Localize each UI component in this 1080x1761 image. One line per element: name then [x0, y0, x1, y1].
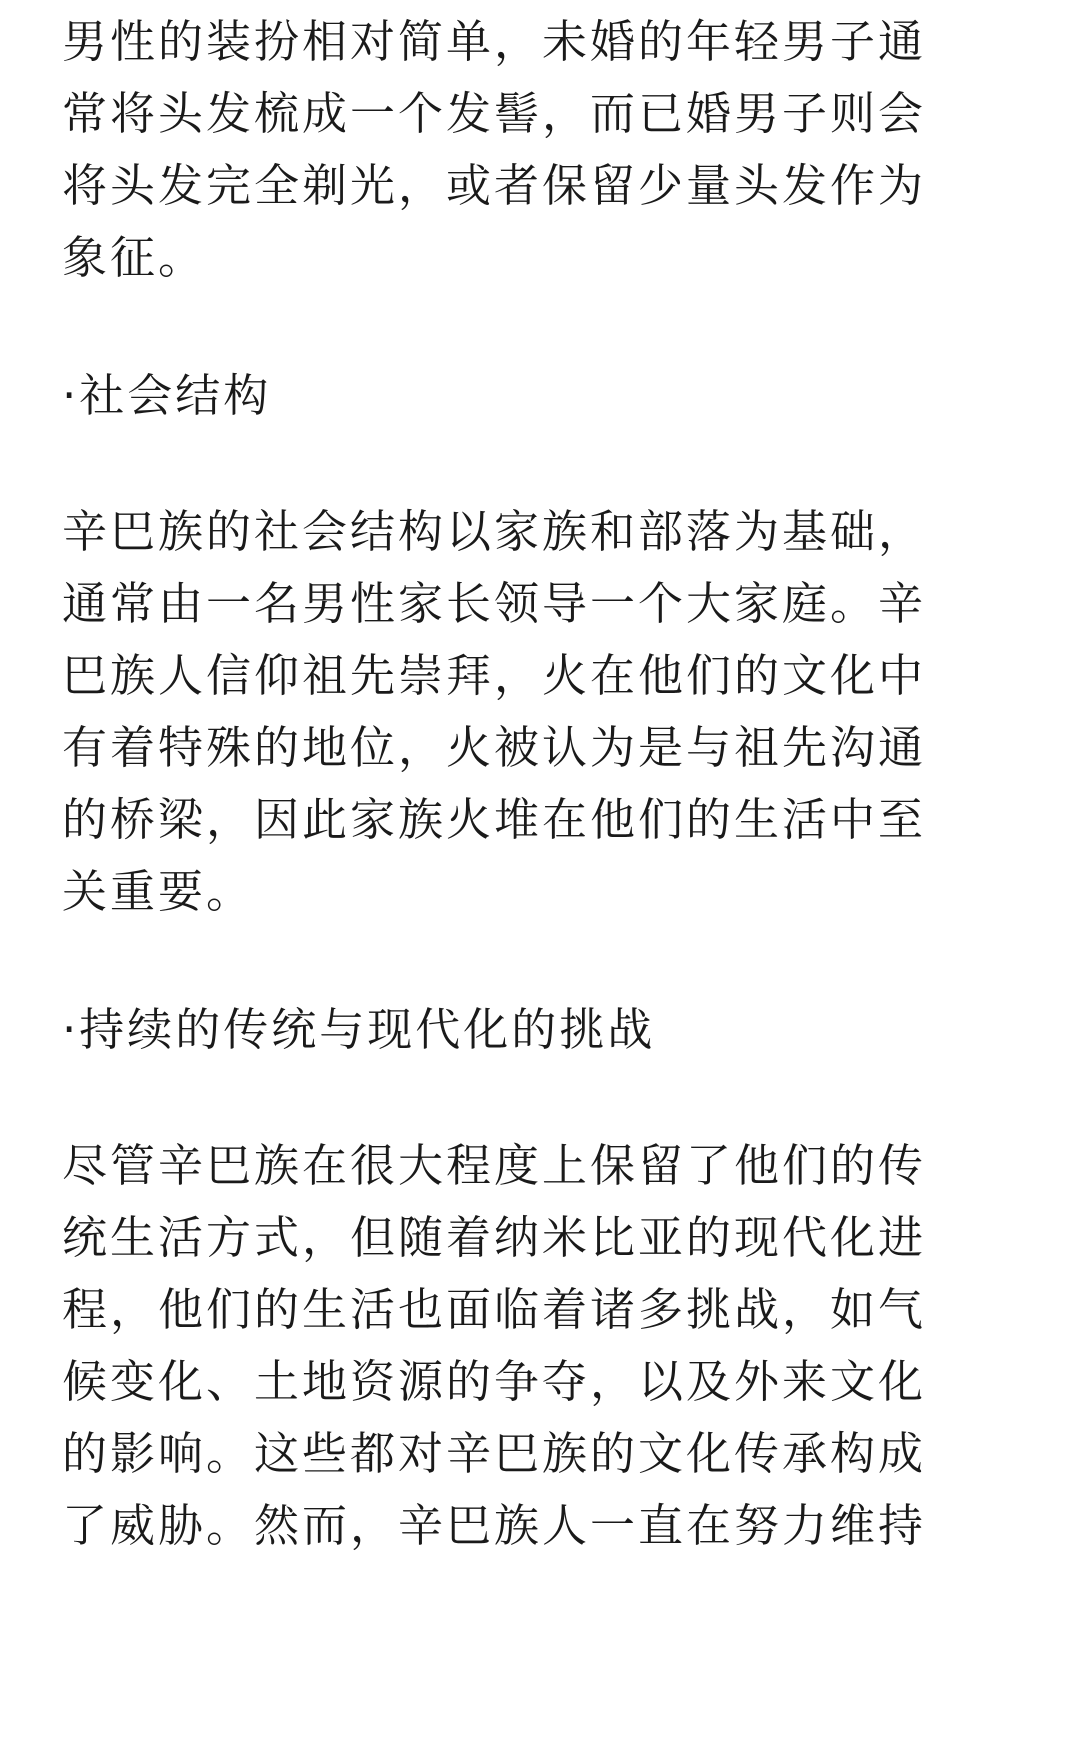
text-line: 男性的装扮相对简单，未婚的年轻男子通: [62, 15, 927, 68]
text-line: 尽管辛巴族在很大程度上保留了他们的传: [62, 1139, 927, 1192]
text-line: 巴族人信仰祖先崇拜，火在他们的文化中: [62, 649, 927, 702]
text-line: 将头发完全剃光，或者保留少量头发作为: [62, 159, 927, 212]
text-line: 象征。: [62, 231, 207, 284]
section-heading-tradition-modernization: ·持续的传统与现代化的挑战: [62, 1003, 656, 1056]
text-line: 关重要。: [62, 865, 255, 918]
text-line: 的影响。这些都对辛巴族的文化传承构成: [62, 1427, 927, 1480]
text-line: 通常由一名男性家长领导一个大家庭。辛: [62, 577, 927, 630]
text-line: 有着特殊的地位，火被认为是与祖先沟通: [62, 721, 927, 774]
text-line: 辛巴族的社会结构以家族和部落为基础，: [62, 505, 927, 558]
section-heading-social-structure: ·社会结构: [62, 369, 272, 422]
paragraph-attire: [62, 6, 926, 294]
text-line: 候变化、土地资源的争夺，以及外来文化: [62, 1355, 927, 1408]
text-line: 常将头发梳成一个发髻，而已婚男子则会: [62, 87, 927, 140]
text-line: 统生活方式，但随着纳米比亚的现代化进: [62, 1211, 927, 1264]
paragraph-social-structure: [62, 496, 926, 928]
text-line: 程，他们的生活也面临着诸多挑战，如气: [62, 1283, 927, 1336]
text-line: 的桥梁，因此家族火堆在他们的生活中至: [62, 793, 927, 846]
paragraph-modernization-challenges: [62, 1130, 926, 1562]
text-line: 了威胁。然而，辛巴族人一直在努力维持: [62, 1499, 927, 1552]
